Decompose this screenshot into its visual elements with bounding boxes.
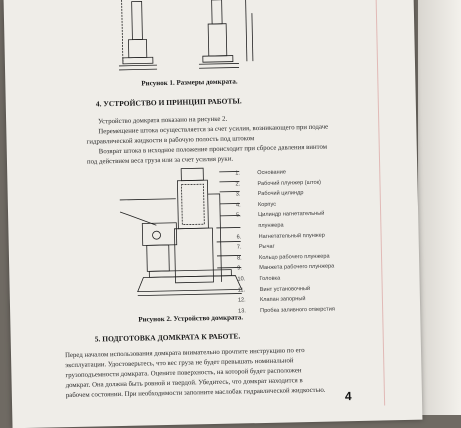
section4-line: Возврат штока в исходное положение происходит при сбросе давления винтом — [99, 143, 327, 158]
legend-item — [238, 303, 378, 317]
legend-item-label: Корпус — [258, 201, 276, 207]
figure2-caption: Рисунок 2. Устройство домкрата. — [138, 313, 243, 323]
section4-line: под действием веса груза или за счет усилия руки. — [87, 155, 233, 168]
legend-item-number: 3. — [236, 189, 258, 200]
legend-item-number: 11. — [238, 285, 260, 296]
section5-heading: 5. ПОДГОТОВКА ДОМКРАТА К РАБОТЕ. — [95, 331, 241, 343]
legend-item-label: Пробка заливного отверстия — [260, 306, 335, 314]
legend-item-label: Цилиндр нагнетательный — [258, 211, 324, 218]
section5-line: грузоподъемности домкрата. Оцените поверхность, на которой будет расположен — [65, 366, 301, 381]
legend-item-number: 10. — [237, 274, 259, 285]
manual-page — [4, 0, 423, 428]
legend-item-label: Манжета рабочего плунжера — [259, 264, 334, 272]
legend-item-label: Рычаг — [259, 244, 275, 250]
legend-item-label: Клапан запорный — [260, 296, 306, 303]
figure2-legend — [235, 166, 378, 317]
section4-line: Перемещение штока осуществляется за счет усилия, возникающего при подаче — [98, 123, 328, 138]
legend-item-number: 2. — [235, 179, 257, 190]
legend-item-label: Основание — [257, 169, 286, 176]
legend-item-number: 7. — [237, 242, 259, 253]
legend-item-number: 9. — [237, 263, 259, 274]
section4-heading: 4. УСТРОЙСТВО И ПРИНЦИП РАБОТЫ. — [96, 96, 242, 108]
figure2-jack-cross-section — [115, 163, 248, 306]
legend-item-number: 6. — [236, 232, 258, 243]
legend-item-label: Кольцо рабочего плунжера — [259, 253, 330, 260]
legend-item-number: 5. — [236, 210, 258, 221]
section5-line: Перед началом использования домкрата внимательно прочтите инструкцию по его — [65, 346, 305, 361]
figure1-caption: Рисунок 1. Размеры домкрата. — [141, 77, 237, 87]
section4-line: Устройство домкрата показано на рисунке 2. — [98, 115, 227, 128]
legend-item-label: Рабочий плунжер (шток) — [257, 179, 321, 186]
legend-item-label: Нагнетательный плунжер — [259, 232, 325, 239]
figure1-dimension-drawing — [114, 0, 266, 76]
next-page-edge — [418, 0, 461, 415]
legend-item-label: Рабочий цилиндр — [258, 190, 304, 197]
legend-item-number: 1. — [235, 168, 257, 179]
page-number: 4 — [345, 389, 352, 403]
legend-item-label: Винт установочный — [260, 286, 311, 293]
legend-item-label: Головка — [259, 276, 280, 282]
section5-line: домкрат. Она должна быть ровной и твердой. Убедитесь, что домкрат находится в — [66, 376, 303, 391]
section5-line: рабочем состоянии. При необходимости заполните маслобак гидравлической жидкостью. — [66, 386, 326, 401]
legend-item-number: 12. — [238, 295, 260, 306]
section4-line: гидравлической жидкости в рабочую полость под штоком — [86, 134, 254, 148]
legend-item-number: 8. — [237, 253, 259, 264]
section5-line: эксплуатации. Удостоверьтесь, что вес груза не будет превышать номинальной — [65, 356, 294, 371]
legend-item-number: 4. — [236, 200, 258, 211]
legend-item-label: плунжера — [258, 222, 283, 229]
legend-item-number: 13. — [238, 306, 260, 317]
page-margin-line — [375, 0, 385, 405]
